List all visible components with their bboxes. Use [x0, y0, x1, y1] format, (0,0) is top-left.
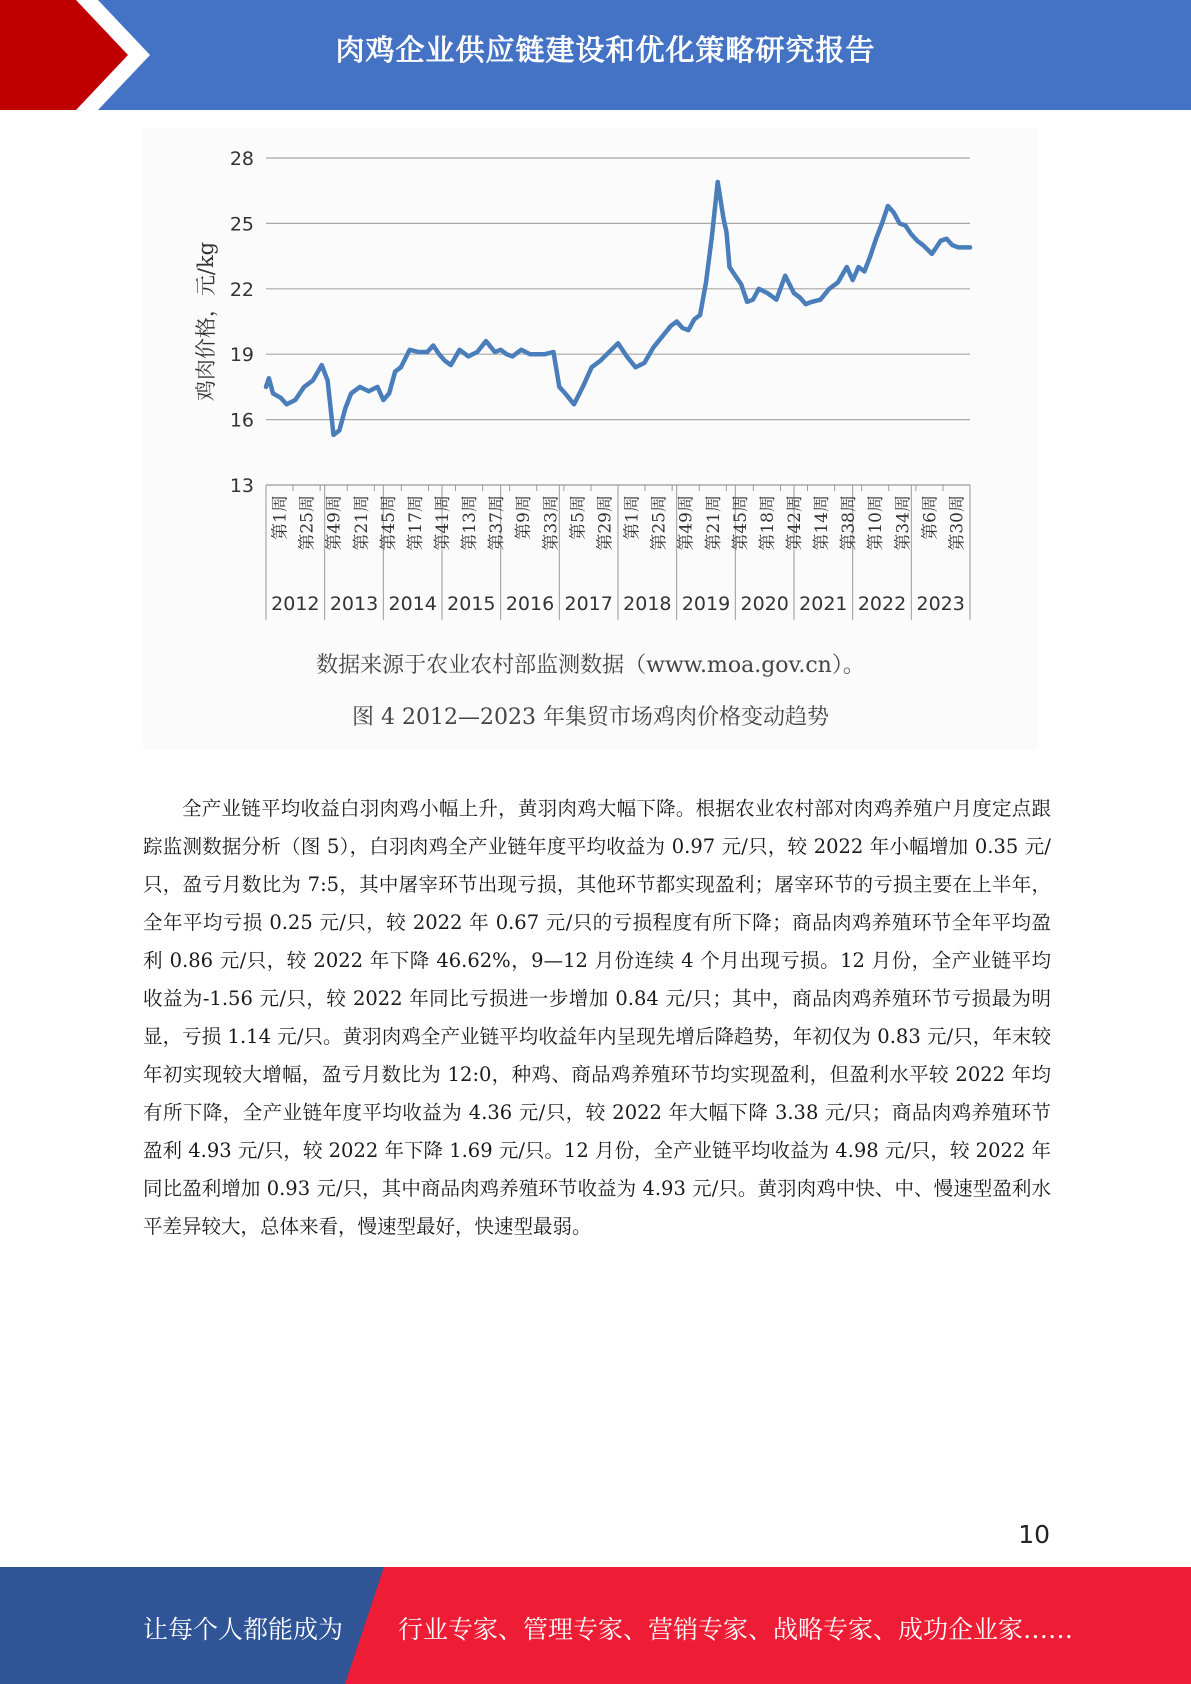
y-tick-label: 16 [229, 409, 254, 432]
price-trend-chart [143, 128, 1038, 638]
figure-caption: 图 4 2012—2023 年集贸市场鸡肉价格变动趋势 [352, 705, 829, 730]
y-tick-label: 28 [229, 148, 254, 170]
x-year-label: 2019 [681, 593, 731, 615]
footer-slogan-left: 让每个人都能成为 [143, 1615, 344, 1644]
x-week-label: 第25周 [297, 495, 318, 551]
report-title: 肉鸡企业供应链建设和优化策略研究报告 [335, 33, 876, 67]
page-footer [0, 1567, 1191, 1684]
y-tick-label: 25 [229, 213, 254, 236]
x-week-label: 第49周 [324, 495, 345, 551]
page-number: 10 [1018, 1520, 1050, 1549]
x-week-label: 第10周 [866, 495, 887, 551]
price-series-line [266, 182, 970, 435]
x-week-label: 第25周 [649, 495, 670, 551]
x-week-label: 第45周 [730, 495, 751, 551]
x-year-label: 2015 [447, 593, 496, 615]
body-paragraph: 全产业链平均收益白羽肉鸡小幅上升，黄羽肉鸡大幅下降。根据农业农村部对肉鸡养殖户月度定点跟踪监测数据分析（图 5），白羽肉鸡全产业链年度平均收益为 0.97 元/只，较 2022 年小幅增加 0.35 元/只，盈亏月数比为 7:5，其中屠宰环节出现亏损，其他环节都实现盈利；屠宰环节的亏损主要在上半年，全年平均亏损 0.25 元/只，较 2022 年 0.67 元/只的亏损程度有所下降；商品肉鸡养殖环节全年平均盈利 0.86 元/只，较 2022 年下降 46.62%，9—12 月份连续 4 个月出现亏损。12 月份，全产业链平均收益为-1.56 元/只，较 2022 年同比亏损进一步增加 0.84 元/只；其中，商品肉鸡养殖环节亏损最为明显，亏损 1.14 元/只。黄羽肉鸡全产业链平均收益年内呈现先增后降趋势，年初仅为 0.83 元/只，年末较年初实现较大增幅，盈亏月数比为 12:0，种鸡、商品鸡养殖环节均实现盈利，但盈利水平较 2022 年均有所下降，全产业链年度平均收益为 4.36 元/只，较 2022 年大幅下降 3.38 元/只；商品肉鸡养殖环节盈利 4.93 元/只，较 2022 年下降 1.69 元/只。12 月份，全产业链平均收益为 4.98 元/只，较 2022 年同比盈利增加 0.93 元/只，其中商品肉鸡养殖环节收益为 4.93 元/只。黄羽肉鸡中快、中、慢速型盈利水平差异较大，总体来看，慢速型最好，快速型最弱。 [143, 797, 1051, 1238]
x-week-label: 第45周 [378, 495, 399, 551]
figure-panel [143, 128, 1038, 750]
x-year-label: 2017 [564, 593, 613, 615]
x-week-label: 第14周 [812, 495, 833, 551]
y-tick-label: 22 [229, 278, 254, 301]
x-week-label: 第5周 [568, 495, 589, 540]
x-week-label: 第37周 [487, 495, 508, 551]
x-week-label: 第42周 [785, 495, 805, 551]
x-week-label: 第34周 [893, 495, 914, 551]
x-year-label: 2023 [916, 593, 965, 615]
x-week-label: 第1周 [622, 495, 643, 540]
x-week-label: 第21周 [703, 495, 724, 551]
x-week-label: 第9周 [514, 495, 535, 540]
x-week-label: 第21周 [351, 495, 372, 551]
x-year-label: 2018 [623, 593, 672, 615]
x-week-label: 第38周 [839, 495, 860, 551]
x-week-label: 第6周 [920, 495, 941, 540]
y-tick-label: 13 [229, 475, 254, 497]
x-year-label: 2014 [388, 593, 437, 615]
x-year-label: 2020 [740, 593, 789, 615]
x-week-label: 第17周 [405, 495, 426, 551]
x-week-label: 第49周 [676, 495, 697, 551]
page-header [0, 0, 1191, 110]
figure-source-note: 数据来源于农业农村部监测数据（www.moa.gov.cn）。 [316, 653, 865, 678]
x-year-label: 2021 [799, 593, 848, 615]
x-week-label: 第33周 [541, 495, 562, 551]
x-week-label: 第1周 [270, 495, 291, 540]
y-tick-label: 19 [229, 344, 254, 367]
y-axis-label: 鸡肉价格，元/kg [194, 241, 218, 402]
x-week-label: 第29周 [595, 495, 616, 551]
x-week-label: 第13周 [460, 495, 481, 551]
x-week-label: 第30周 [947, 495, 968, 551]
x-year-label: 2016 [505, 593, 555, 615]
x-week-label: 第18周 [757, 495, 778, 551]
x-year-label: 2013 [329, 593, 379, 615]
footer-slogan-right: 行业专家、管理专家、营销专家、战略专家、成功企业家…… [398, 1615, 1074, 1644]
x-year-label: 2022 [857, 593, 907, 615]
x-week-label: 第41周 [433, 495, 453, 551]
x-year-label: 2012 [271, 593, 320, 615]
